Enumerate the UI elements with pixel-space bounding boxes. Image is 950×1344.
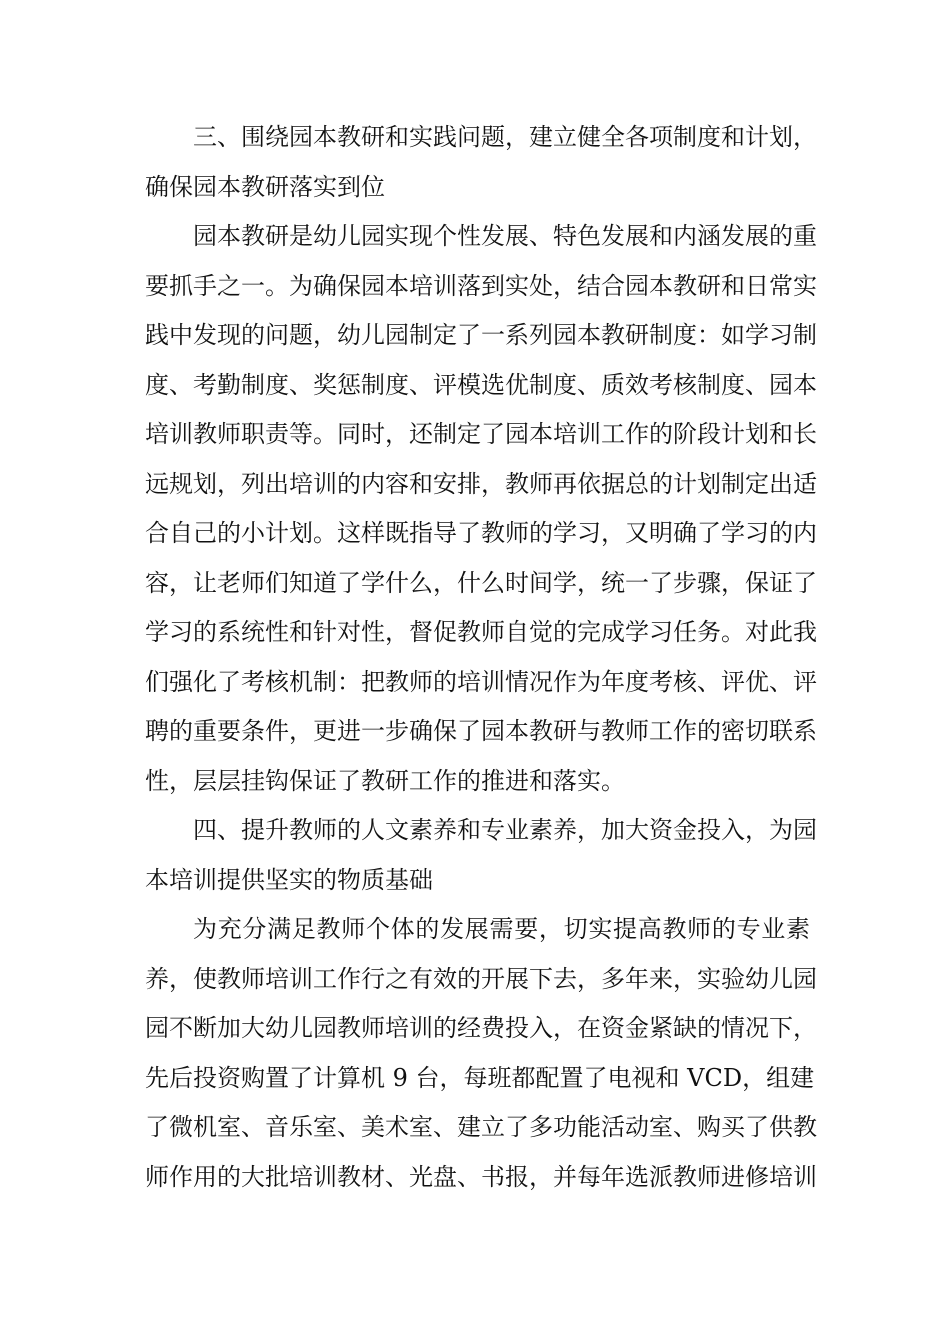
paragraph-line: 学习的系统性和针对性，督促教师自觉的完成学习任务。对此我	[145, 618, 817, 646]
paragraph-line: 远规划，列出培训的内容和安排，教师再依据总的计划制定出适	[145, 469, 817, 498]
paragraph-line: 们强化了考核机制：把教师的培训情况作为年度考核、评优、评	[145, 667, 817, 696]
paragraph-line: 养，使教师培训工作行之有效的开展下去，多年来，实验幼儿园	[145, 964, 817, 993]
paragraph-line: 度、考勤制度、奖惩制度、评模选优制度、质效考核制度、园本	[145, 370, 817, 399]
paragraph-line: 了微机室、音乐室、美术室、建立了多功能活动室、购买了供教	[145, 1113, 817, 1141]
paragraph-line: 聘的重要条件，更进一步确保了园本教研与教师工作的密切联系	[145, 717, 817, 745]
section-four-heading-line-1: 四、提升教师的人文素养和专业素养，加大资金投入，为园	[193, 816, 817, 844]
paragraph-line: 容，让老师们知道了学什么，什么时间学，统一了步骤，保证了	[145, 568, 817, 597]
section-four-heading-line-2: 本培训提供坚实的物质基础	[145, 865, 433, 894]
paragraph-line: 践中发现的问题，幼儿园制定了一系列园本教研制度：如学习制	[145, 321, 817, 349]
paragraph-line: 性，层层挂钩保证了教研工作的推进和落实。	[145, 766, 625, 795]
section-three-heading-line-1: 三、围绕园本教研和实践问题，建立健全各项制度和计划，	[193, 123, 817, 151]
section-three-heading-line-2: 确保园本教研落实到位	[145, 172, 385, 201]
paragraph-line: 要抓手之一。为确保园本培训落到实处，结合园本教研和日常实	[145, 271, 817, 300]
paragraph-line: 园本教研是幼儿园实现个性发展、特色发展和内涵发展的重	[193, 222, 817, 250]
paragraph-line: 先后投资购置了计算机 9 台，每班都配置了电视和 VCD，组建	[145, 1063, 815, 1092]
paragraph-line: 园不断加大幼儿园教师培训的经费投入，在资金紧缺的情况下，	[145, 1014, 817, 1042]
paragraph-line: 师作用的大批培训教材、光盘、书报，并每年选派教师进修培训	[145, 1162, 817, 1191]
paragraph-line: 合自己的小计划。这样既指导了教师的学习，又明确了学习的内	[145, 519, 817, 547]
paragraph-line: 培训教师职责等。同时，还制定了园本培训工作的阶段计划和长	[145, 420, 817, 448]
document-body	[145, 113, 817, 1202]
paragraph-line: 为充分满足教师个体的发展需要，切实提高教师的专业素	[193, 915, 810, 943]
